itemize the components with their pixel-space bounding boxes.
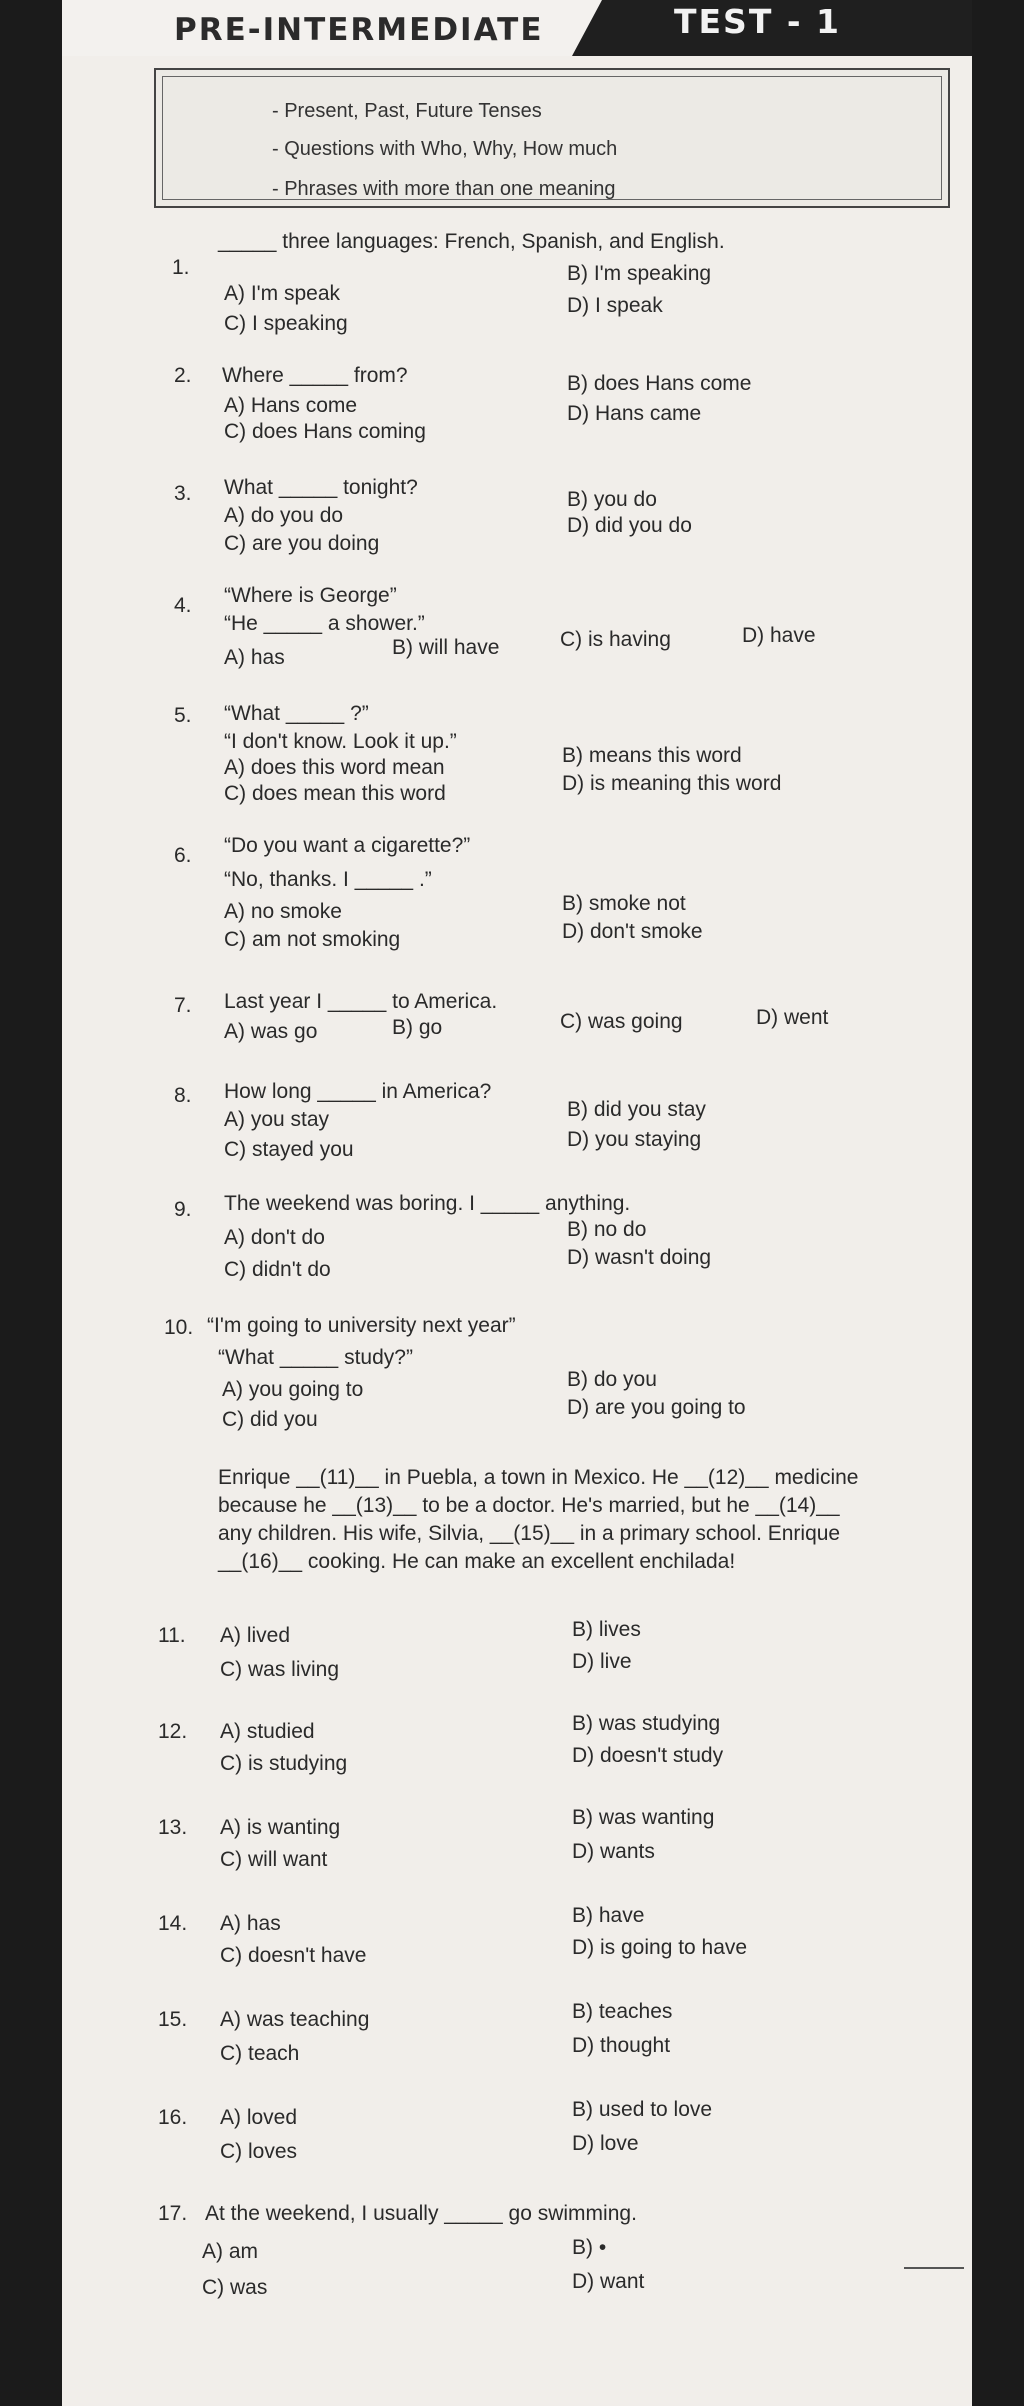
page-end-rule: [904, 2267, 964, 2269]
answer-option[interactable]: A) am: [202, 2240, 259, 2263]
answer-option[interactable]: C) was going: [560, 1010, 683, 1033]
question-stem: “Do you want a cigarette?”: [224, 834, 471, 857]
question-number: 3.: [174, 482, 192, 505]
answer-option[interactable]: A) was go: [224, 1020, 318, 1043]
answer-option[interactable]: B) •: [572, 2236, 607, 2259]
question-stem: _____ three languages: French, Spanish, and English.: [218, 230, 725, 253]
answer-option[interactable]: C) is having: [560, 628, 671, 651]
answer-option[interactable]: C) was living: [220, 1658, 340, 1681]
topics-box: [154, 68, 950, 208]
answer-option[interactable]: C) I speaking: [224, 312, 348, 335]
question-number: 7.: [174, 994, 192, 1017]
question-number: 10.: [164, 1316, 194, 1339]
answer-option[interactable]: A) loved: [220, 2106, 298, 2129]
answer-option[interactable]: B) will have: [392, 636, 500, 659]
answer-option[interactable]: B) you do: [567, 488, 657, 511]
answer-option[interactable]: D) have: [742, 624, 816, 647]
answer-option[interactable]: D) wasn't doing: [567, 1246, 712, 1269]
answer-option[interactable]: A) I'm speak: [224, 282, 341, 305]
question-number: 6.: [174, 844, 192, 867]
topic-item: - Questions with Who, Why, How much: [272, 138, 618, 160]
answer-option[interactable]: C) am not smoking: [224, 928, 401, 951]
answer-option[interactable]: C) didn't do: [224, 1258, 331, 1281]
answer-option[interactable]: B) do you: [567, 1368, 657, 1391]
question-number: 14.: [158, 1912, 188, 1935]
test-number-title: TEST - 1: [674, 2, 841, 41]
answer-option[interactable]: B) did you stay: [567, 1098, 706, 1121]
answer-option[interactable]: C) is studying: [220, 1752, 348, 1775]
topic-item: - Phrases with more than one meaning: [272, 178, 616, 200]
answer-option[interactable]: A) is wanting: [220, 1816, 341, 1839]
answer-option[interactable]: C) does mean this word: [224, 782, 446, 805]
question-number: 13.: [158, 1816, 188, 1839]
answer-option[interactable]: B) does Hans come: [567, 372, 752, 395]
answer-option[interactable]: C) teach: [220, 2042, 300, 2065]
answer-option[interactable]: B) used to love: [572, 2098, 713, 2121]
answer-option[interactable]: D) you staying: [567, 1128, 702, 1151]
reading-paragraph-line: any children. His wife, Silvia, __(15)__ in a primary school. Enrique: [218, 1522, 841, 1545]
answer-option[interactable]: D) want: [572, 2270, 645, 2293]
answer-option[interactable]: A) no smoke: [224, 900, 342, 923]
answer-option[interactable]: D) thought: [572, 2034, 671, 2057]
answer-option[interactable]: C) are you doing: [224, 532, 380, 555]
question-number: 15.: [158, 2008, 188, 2031]
question-number: 2.: [174, 364, 192, 387]
answer-option[interactable]: B) smoke not: [562, 892, 686, 915]
answer-option[interactable]: D) live: [572, 1650, 632, 1673]
question-stem: How long _____ in America?: [224, 1080, 492, 1103]
question-number: 16.: [158, 2106, 188, 2129]
question-number: 4.: [174, 594, 192, 617]
question-number: 17.: [158, 2202, 188, 2225]
question-stem: “No, thanks. I _____ .”: [224, 868, 432, 891]
question-stem: “I don't know. Look it up.”: [224, 730, 457, 753]
question-stem: “I'm going to university next year”: [207, 1314, 516, 1337]
answer-option[interactable]: A) was teaching: [220, 2008, 370, 2031]
question-stem: “What _____ study?”: [218, 1346, 413, 1369]
answer-option[interactable]: B) no do: [567, 1218, 647, 1241]
answer-option[interactable]: B) teaches: [572, 2000, 673, 2023]
question-number: 8.: [174, 1084, 192, 1107]
answer-option[interactable]: D) are you going to: [567, 1396, 746, 1419]
question-number: 12.: [158, 1720, 188, 1743]
question-number: 9.: [174, 1198, 192, 1221]
answer-option[interactable]: D) love: [572, 2132, 639, 2155]
answer-option[interactable]: A) Hans come: [224, 394, 358, 417]
answer-option[interactable]: C) doesn't have: [220, 1944, 367, 1967]
answer-option[interactable]: C) loves: [220, 2140, 298, 2163]
question-stem: The weekend was boring. I _____ anything.: [224, 1192, 631, 1215]
reading-paragraph-line: Enrique __(11)__ in Puebla, a town in Mexico. He __(12)__ medicine: [218, 1466, 859, 1489]
question-stem: “He _____ a shower.”: [224, 612, 425, 635]
question-stem: “What _____ ?”: [224, 702, 369, 725]
question-number: 1.: [172, 256, 190, 279]
test-sheet: [62, 0, 972, 2406]
answer-option[interactable]: A) has: [220, 1912, 281, 1935]
question-number: 11.: [158, 1624, 186, 1647]
answer-option[interactable]: A) does this word mean: [224, 756, 445, 779]
answer-option[interactable]: C) does Hans coming: [224, 420, 426, 443]
test-header: [62, 0, 972, 56]
answer-option[interactable]: C) stayed you: [224, 1138, 354, 1161]
answer-option[interactable]: C) was: [202, 2276, 268, 2299]
answer-option[interactable]: D) is going to have: [572, 1936, 748, 1959]
answer-option[interactable]: D) is meaning this word: [562, 772, 782, 795]
answer-option[interactable]: B) lives: [572, 1618, 641, 1641]
answer-option[interactable]: A) do you do: [224, 504, 344, 527]
answer-option[interactable]: D) went: [756, 1006, 829, 1029]
question-stem: What _____ tonight?: [224, 476, 418, 499]
answer-option[interactable]: A) you stay: [224, 1108, 330, 1131]
answer-option[interactable]: A) don't do: [224, 1226, 325, 1249]
answer-option[interactable]: C) did you: [222, 1408, 318, 1431]
answer-option[interactable]: D) I speak: [567, 294, 663, 317]
answer-option[interactable]: B) have: [572, 1904, 645, 1927]
topic-item: - Present, Past, Future Tenses: [272, 100, 542, 122]
answer-option[interactable]: A) lived: [220, 1624, 291, 1647]
answer-option[interactable]: D) don't smoke: [562, 920, 703, 943]
reading-paragraph-line: because he __(13)__ to be a doctor. He's married, but he __(14)__: [218, 1494, 840, 1517]
question-stem: “Where is George”: [224, 584, 397, 607]
answer-option[interactable]: C) will want: [220, 1848, 328, 1871]
answer-option[interactable]: A) you going to: [222, 1378, 364, 1401]
answer-option[interactable]: B) was studying: [572, 1712, 721, 1735]
question-stem: Where _____ from?: [222, 364, 408, 387]
answer-option[interactable]: B) means this word: [562, 744, 742, 767]
question-stem: Last year I _____ to America.: [224, 990, 498, 1013]
answer-option[interactable]: B) was wanting: [572, 1806, 715, 1829]
answer-option[interactable]: D) doesn't study: [572, 1744, 724, 1767]
answer-option[interactable]: B) go: [392, 1016, 443, 1039]
reading-paragraph-line: __(16)__ cooking. He can make an excellent enchilada!: [218, 1550, 736, 1573]
answer-option[interactable]: A) studied: [220, 1720, 315, 1743]
answer-option[interactable]: D) did you do: [567, 514, 692, 537]
question-number: 5.: [174, 704, 192, 727]
answer-option[interactable]: A) has: [224, 646, 285, 669]
answer-option[interactable]: B) I'm speaking: [567, 262, 712, 285]
level-title: PRE-INTERMEDIATE: [174, 12, 544, 48]
answer-option[interactable]: D) Hans came: [567, 402, 702, 425]
question-stem: At the weekend, I usually _____ go swimming.: [205, 2202, 637, 2225]
answer-option[interactable]: D) wants: [572, 1840, 655, 1863]
